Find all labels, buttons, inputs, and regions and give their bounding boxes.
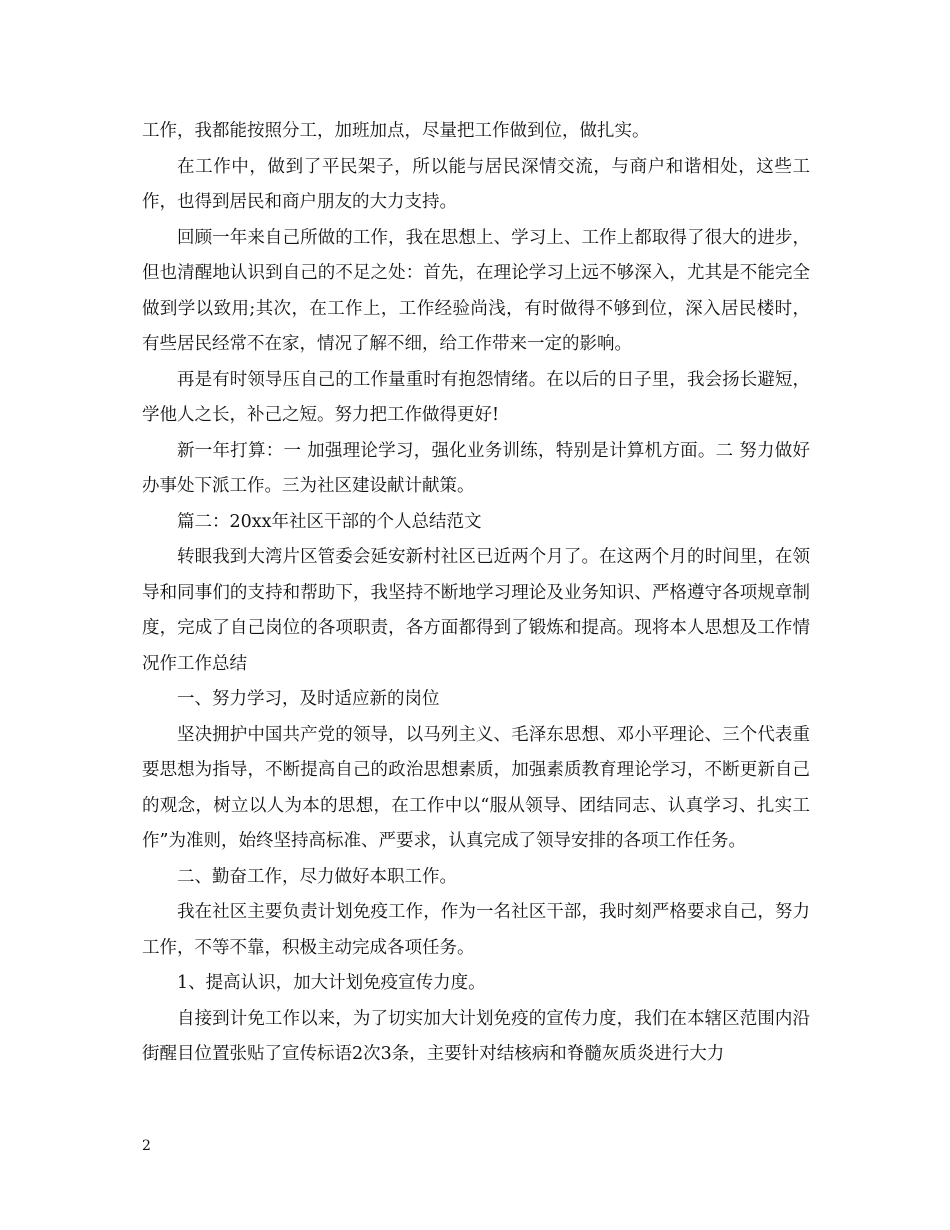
paragraph: 新一年打算：一 加强理论学习，强化业务训练，特别是计算机方面。二 努力做好办事处下派工作。三为社区建设献计献策。: [142, 440, 810, 496]
section-heading: 一、努力学习，及时适应新的岗位: [177, 689, 440, 709]
section-heading: 1、提高认识，加大计划免疫宣传力度。: [177, 973, 486, 993]
paragraph: 再是有时领导压自己的工作量重时有抱怨情绪。在以后的日子里，我会扬长避短，学他人之长，补己之短。努力把工作做得更好!: [142, 369, 810, 425]
paragraph: 自接到计免工作以来，为了切实加大计划免疫的宣传力度，我们在本辖区范围内沿街醒目位置张贴了宣传标语2次3条，主要针对结核病和脊髓灰质炎进行大力: [142, 1008, 810, 1064]
paragraph: 我在社区主要负责计划免疫工作，作为一名社区干部，我时刻严格要求自己，努力工作，不等不靠，积极主动完成各项任务。: [142, 902, 810, 958]
paragraph: 回顾一年来自己所做的工作，我在思想上、学习上、工作上都取得了很大的进步，但也清醒地认识到自己的不足之处：首先，在理论学习上远不够深入，尤其是不能完全做到学以致用;其次，在工作上，工作经验尚浅，有时做得不够到位，深入居民楼时，有些居民经常不在家，情况了解不细，给工作带来一定的影响。: [142, 227, 810, 354]
paragraph: 工作，我都能按照分工，加班加点，尽量把工作做到位，做扎实。: [142, 121, 650, 141]
section-heading: 二、勤奋工作，尽力做好本职工作。: [177, 866, 457, 887]
page-number: 2: [142, 1138, 151, 1154]
document-body: [142, 114, 810, 1073]
section-heading: 篇二：20xx年社区干部的个人总结范文: [177, 511, 482, 532]
paragraph: 在工作中，做到了平民架子，所以能与居民深情交流，与商户和谐相处，这些工作，也得到居民和商户朋友的大力支持。: [142, 156, 810, 212]
paragraph: 转眼我到大湾片区管委会延安新村社区已近两个月了。在这两个月的时间里，在领导和同事们的支持和帮助下，我坚持不断地学习理论及业务知识、严格遵守各项规章制度，完成了自己岗位的各项职责，各方面都得到了锻炼和提高。现将本人思想及工作情况作工作总结: [142, 547, 810, 674]
paragraph: 坚决拥护中国共产党的领导，以马列主义、毛泽东思想、邓小平理论、三个代表重要思想为指导，不断提高自己的政治思想素质，加强素质教育理论学习，不断更新自己的观念，树立以人为本的思想，在工作中以“服从领导、团结同志、认真学习、扎实工作”为准则，始终坚持高标准、严要求，认真完成了领导安排的各项工作任务。: [142, 724, 810, 851]
